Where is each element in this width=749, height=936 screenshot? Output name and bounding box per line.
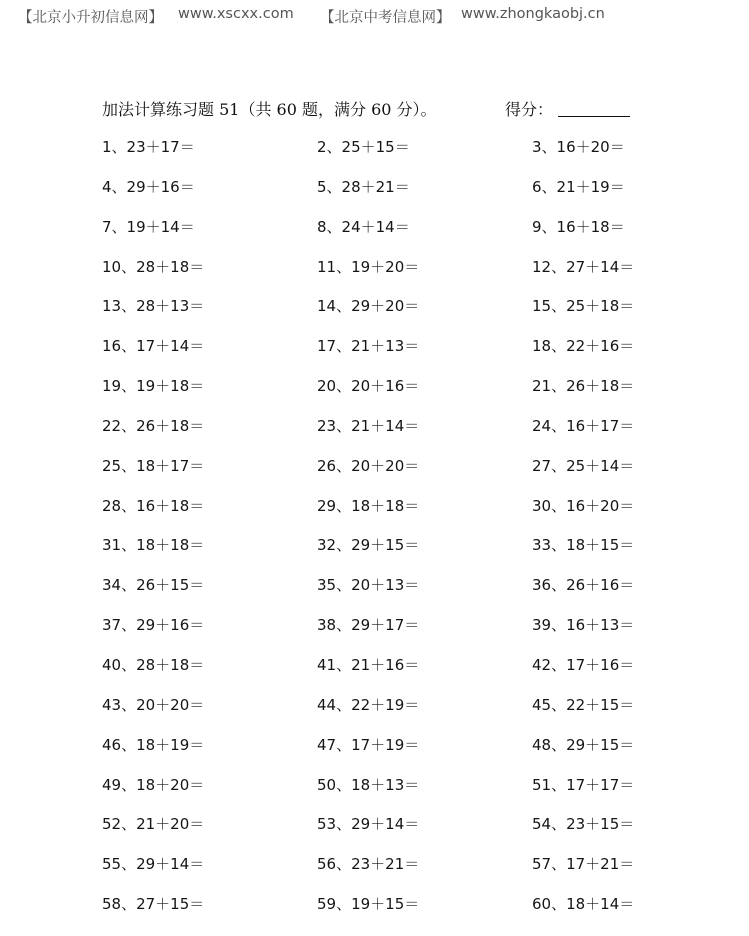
problem-grid bbox=[102, 136, 702, 933]
worksheet-title: 加法计算练习题 51（共 60 题，满分 60 分）。 bbox=[102, 100, 437, 119]
problem-item: 46、18＋19＝ bbox=[102, 735, 205, 754]
page-header bbox=[0, 6, 749, 28]
problem-item: 55、29＋14＝ bbox=[102, 855, 205, 874]
problem-item: 18、22＋16＝ bbox=[532, 337, 635, 356]
problem-item: 43、20＋20＝ bbox=[102, 695, 205, 714]
problem-item: 52、21＋20＝ bbox=[102, 815, 205, 834]
problem-item: 24、16＋17＝ bbox=[532, 416, 635, 435]
problem-item: 42、17＋16＝ bbox=[532, 655, 635, 674]
problem-item: 29、18＋18＝ bbox=[317, 496, 420, 515]
problem-item: 14、29＋20＝ bbox=[317, 297, 420, 316]
site2-name: 【北京中考信息网】 bbox=[320, 10, 451, 26]
problem-item: 48、29＋15＝ bbox=[532, 735, 635, 754]
problem-item: 22、26＋18＝ bbox=[102, 416, 205, 435]
score-label: 得分： bbox=[505, 100, 554, 119]
problem-item: 11、19＋20＝ bbox=[317, 257, 420, 276]
problem-item: 37、29＋16＝ bbox=[102, 616, 205, 635]
problem-item: 44、22＋19＝ bbox=[317, 695, 420, 714]
problem-item: 15、25＋18＝ bbox=[532, 297, 635, 316]
problem-item: 35、20＋13＝ bbox=[317, 576, 420, 595]
problem-item: 10、28＋18＝ bbox=[102, 257, 205, 276]
problem-item: 50、18＋13＝ bbox=[317, 775, 420, 794]
problem-item: 59、19＋15＝ bbox=[317, 895, 420, 914]
problem-item: 30、16＋20＝ bbox=[532, 496, 635, 515]
problem-item: 20、20＋16＝ bbox=[317, 377, 420, 396]
problem-item: 12、27＋14＝ bbox=[532, 257, 635, 276]
problem-item: 58、27＋15＝ bbox=[102, 895, 205, 914]
score-blank-line bbox=[558, 116, 630, 117]
problem-item: 17、21＋13＝ bbox=[317, 337, 420, 356]
problem-item: 38、29＋17＝ bbox=[317, 616, 420, 635]
problem-item: 13、28＋13＝ bbox=[102, 297, 205, 316]
problem-item: 33、18＋15＝ bbox=[532, 536, 635, 555]
problem-item: 54、23＋15＝ bbox=[532, 815, 635, 834]
problem-item: 6、21＋19＝ bbox=[532, 177, 625, 196]
problem-item: 21、26＋18＝ bbox=[532, 377, 635, 396]
problem-item: 27、25＋14＝ bbox=[532, 456, 635, 475]
problem-item: 49、18＋20＝ bbox=[102, 775, 205, 794]
problem-item: 34、26＋15＝ bbox=[102, 576, 205, 595]
problem-item: 2、25＋15＝ bbox=[317, 138, 410, 156]
site1-name: 【北京小升初信息网】 bbox=[18, 10, 163, 26]
site2-url[interactable]: www.zhongkaobj.cn bbox=[461, 6, 605, 22]
problem-item: 60、18＋14＝ bbox=[532, 895, 635, 914]
problem-item: 1、23＋17＝ bbox=[102, 138, 195, 156]
problem-item: 57、17＋21＝ bbox=[532, 855, 635, 874]
problem-item: 40、28＋18＝ bbox=[102, 655, 205, 674]
problem-item: 45、22＋15＝ bbox=[532, 695, 635, 714]
problem-item: 16、17＋14＝ bbox=[102, 337, 205, 356]
problem-item: 28、16＋18＝ bbox=[102, 496, 205, 515]
problem-item: 4、29＋16＝ bbox=[102, 177, 195, 196]
problem-item: 39、16＋13＝ bbox=[532, 616, 635, 635]
problem-item: 36、26＋16＝ bbox=[532, 576, 635, 595]
problem-item: 41、21＋16＝ bbox=[317, 655, 420, 674]
problem-item: 3、16＋20＝ bbox=[532, 138, 625, 156]
problem-item: 5、28＋21＝ bbox=[317, 177, 410, 196]
problem-item: 56、23＋21＝ bbox=[317, 855, 420, 874]
problem-item: 32、29＋15＝ bbox=[317, 536, 420, 555]
problem-item: 9、16＋18＝ bbox=[532, 217, 625, 236]
problem-item: 19、19＋18＝ bbox=[102, 377, 205, 396]
problem-item: 7、19＋14＝ bbox=[102, 217, 195, 236]
worksheet-title-row bbox=[102, 97, 662, 121]
problem-item: 53、29＋14＝ bbox=[317, 815, 420, 834]
problem-item: 51、17＋17＝ bbox=[532, 775, 635, 794]
problem-item: 8、24＋14＝ bbox=[317, 217, 410, 236]
problem-item: 47、17＋19＝ bbox=[317, 735, 420, 754]
problem-item: 31、18＋18＝ bbox=[102, 536, 205, 555]
problem-item: 25、18＋17＝ bbox=[102, 456, 205, 475]
site1-url[interactable]: www.xscxx.com bbox=[178, 6, 294, 22]
problem-item: 23、21＋14＝ bbox=[317, 416, 420, 435]
problem-item: 26、20＋20＝ bbox=[317, 456, 420, 475]
